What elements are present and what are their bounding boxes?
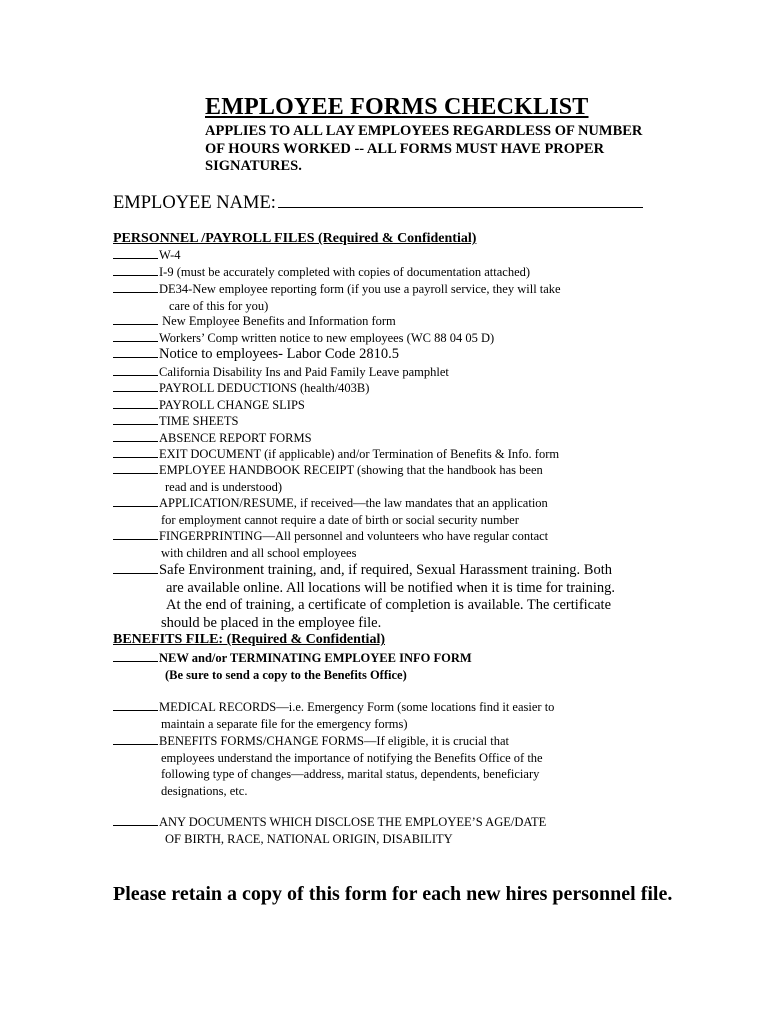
check-blank[interactable] xyxy=(113,282,158,293)
checklist-item-handbook-receipt: EMPLOYEE HANDBOOK RECEIPT (showing that the handbook has been read and is understood) xyxy=(113,462,543,495)
checklist-item-age-disclosure: ANY DOCUMENTS WHICH DISCLOSE THE EMPLOYEE’S AGE/DATE OF BIRTH, RACE, NATIONAL ORIGIN, DISABILITY xyxy=(113,814,546,847)
check-blank[interactable] xyxy=(113,398,158,409)
check-blank[interactable] xyxy=(113,815,158,826)
check-blank[interactable] xyxy=(113,347,158,358)
check-blank[interactable] xyxy=(113,331,158,342)
benefits-heading: BENEFITS FILE: (Required & Confidential) xyxy=(113,632,385,647)
employee-name-row xyxy=(113,193,643,214)
checklist-item-new-terminating-form: NEW and/or TERMINATING EMPLOYEE INFO FORM (Be sure to send a copy to the Benefits Office) xyxy=(113,650,472,683)
check-blank[interactable] xyxy=(113,529,158,540)
personnel-heading: PERSONNEL /PAYROLL FILES (Required & Confidential) xyxy=(113,231,477,246)
checklist-item-fingerprinting: FINGERPRINTING—All personnel and volunteers who have regular contact with children and all school employees xyxy=(113,528,548,561)
check-blank[interactable] xyxy=(113,365,158,376)
employee-name-field[interactable] xyxy=(278,193,643,208)
check-blank[interactable] xyxy=(113,248,158,259)
checklist-item-de34: DE34-New employee reporting form (if you use a payroll service, they will take care of this for you) xyxy=(113,281,561,314)
check-blank[interactable] xyxy=(113,414,158,425)
page-subtitle: APPLIES TO ALL LAY EMPLOYEES REGARDLESS OF NUMBER OF HOURS WORKED -- ALL FORMS MUST HAVE PROPER SIGNATURES. xyxy=(205,123,643,174)
checklist-item-benefits-info: New Employee Benefits and Information form xyxy=(113,313,396,330)
check-blank[interactable] xyxy=(113,314,158,325)
checklist-item-labor-code: Notice to employees- Labor Code 2810.5 xyxy=(113,346,399,364)
check-blank[interactable] xyxy=(113,651,158,662)
page-title: EMPLOYEE FORMS CHECKLIST xyxy=(205,94,589,120)
checklist-item-benefits-forms: BENEFITS FORMS/CHANGE FORMS—If eligible, it is crucial that employees understand the importance of notifying the Benefits Office of the following type of changes—address, marital status, dependents, beneficiary designations, etc. xyxy=(113,733,543,799)
check-blank[interactable] xyxy=(113,265,158,276)
check-blank[interactable] xyxy=(113,447,158,458)
checklist-item-payroll-change: PAYROLL CHANGE SLIPS xyxy=(113,397,305,414)
check-blank[interactable] xyxy=(113,734,158,745)
checklist-item-w4: W-4 xyxy=(113,247,181,264)
checklist-item-safe-environment: Safe Environment training, and, if required, Sexual Harassment training. Both are available online. All locations will be notified when it is time for training. At the end of training, a certificate of completion is available. The certificate should be placed in the employee file. xyxy=(113,562,615,632)
check-blank[interactable] xyxy=(113,463,158,474)
check-blank[interactable] xyxy=(113,431,158,442)
check-blank[interactable] xyxy=(113,381,158,392)
checklist-item-time-sheets: TIME SHEETS xyxy=(113,413,239,430)
checklist-item-exit-document: EXIT DOCUMENT (if applicable) and/or Termination of Benefits & Info. form xyxy=(113,446,559,463)
checklist-item-i9: I-9 (must be accurately completed with copies of documentation attached) xyxy=(113,264,530,281)
checklist-item-application: APPLICATION/RESUME, if received—the law mandates that an application for employment cannot require a date of birth or social security number xyxy=(113,495,548,528)
checklist-item-workers-comp: Workers’ Comp written notice to new employees (WC 88 04 05 D) xyxy=(113,330,494,347)
checklist-item-absence-report: ABSENCE REPORT FORMS xyxy=(113,430,312,447)
checklist-item-payroll-deductions: PAYROLL DEDUCTIONS (health/403B) xyxy=(113,380,369,397)
employee-name-label: EMPLOYEE NAME: xyxy=(113,193,276,213)
retain-copy-note: Please retain a copy of this form for each new hires personnel file. xyxy=(113,883,673,905)
checklist-item-disability-pamphlet: California Disability Ins and Paid Family Leave pamphlet xyxy=(113,364,449,381)
check-blank[interactable] xyxy=(113,700,158,711)
checklist-item-medical-records: MEDICAL RECORDS—i.e. Emergency Form (some locations find it easier to maintain a separate file for the emergency forms) xyxy=(113,699,554,732)
check-blank[interactable] xyxy=(113,563,158,574)
check-blank[interactable] xyxy=(113,496,158,507)
